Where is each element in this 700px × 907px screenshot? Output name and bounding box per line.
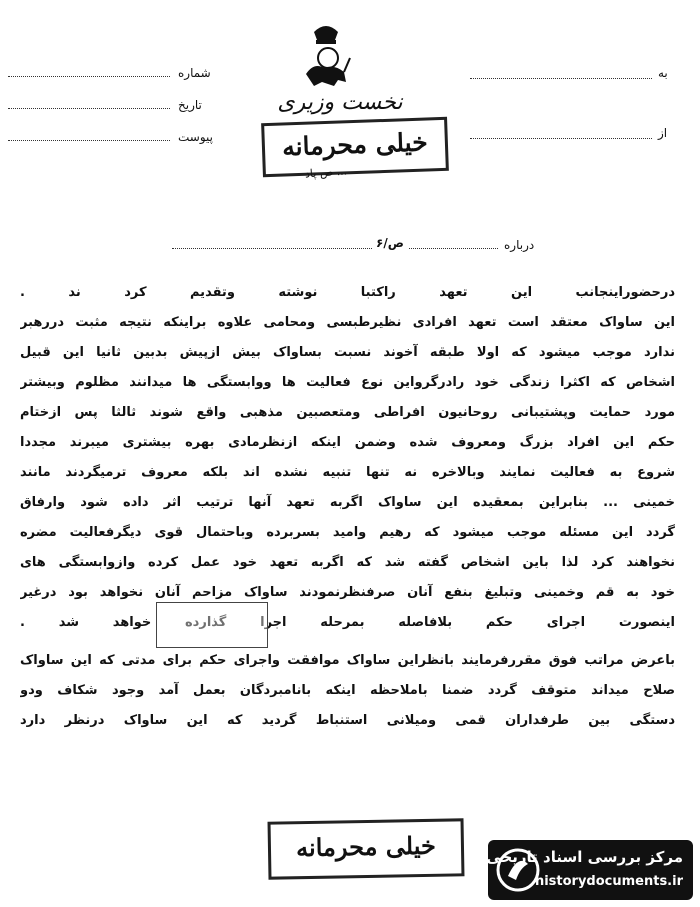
from-field-line <box>470 138 652 139</box>
attachment-label: پیوست <box>178 130 213 144</box>
body-line: صلاح میداند متوقف گردد ضمنا باملاحظه اینکه بانامبردگان بعمل آمد وجود شکاف ودو <box>20 683 675 698</box>
archive-watermark <box>488 840 693 900</box>
body-line: خود به قم وخمینی وتبلیغ بنفع آنان صرفنظرنمودند ساواک مزاحم آنان نخواهد بود درغیر <box>20 585 675 600</box>
subject-label: درباره <box>504 238 535 252</box>
body-line: شروع به فعالیت نمایند وبالاخره نه تنها تنبیه نشده اند بلکه معروف ترمیگردند مانند <box>20 465 675 480</box>
body-line: گردد این مسئله موجب میشود که رهیم وامید بسربرده وباحتمال قوی دیگرفعالیت مضره <box>20 525 675 540</box>
date-field-line <box>8 108 170 109</box>
body-line: اینصورت اجرای حکم بلافاصله بمرحله اجرا گذارده خواهد شد . <box>20 615 675 630</box>
footer-classification-stamp <box>268 818 465 879</box>
watermark-title: مرکز بررسی اسناد تاریخی <box>486 848 683 866</box>
classification-stamp-text: خیلی محرمانه <box>281 127 429 162</box>
body-line: این ساواک معتقد است تعهد افرادی نظیرطبسی ومحامی علاوه براینکه نتیجه مثبت دررهبر <box>20 315 675 330</box>
overlay-stamp-box <box>156 602 268 648</box>
body-line: اشخاص که اکثرا زندگی خود رادرگرواین نوع فعالیت ها ووابستگی ها میدانند مظلوم وبیشتر <box>20 375 675 390</box>
attachment-field-line <box>8 140 170 141</box>
lion-and-sun-emblem-icon <box>300 22 352 92</box>
department-title: نخست وزیری <box>277 90 403 115</box>
reference-number: ص/۶ <box>372 236 408 250</box>
body-line: ندارد موجب میشود که اولا طبقه آخوند نسبت بساواک بیش ازپیش بدبین ثانیا این قبیل <box>20 345 675 360</box>
number-field-line <box>8 76 170 77</box>
from-label: از <box>658 126 668 140</box>
body-line: دستگی بین طرفداران قمی ومیلانی استنباط گردید که این ساواک درنظر دارد <box>20 713 675 728</box>
body-line: خمینی ... بنابراین بمعقیده این ساواک اگربه تعهد آنها ترتیب اثر داده شود وارفاق <box>20 495 675 510</box>
body-line: درحضوراینجانب این تعهد راکتبا نوشته وتقدیم کرد ند . <box>20 285 675 300</box>
footer-stamp-text: خیلی محرمانه <box>295 830 437 863</box>
to-label: به <box>658 66 668 80</box>
subject-field-line <box>172 248 498 249</box>
classification-stamp <box>261 117 449 177</box>
body-line: حکم این افراد بزرگ ومعروف شده وضمن اینکه ازنظرمادی بهره بیشتری میبرند مجددا <box>20 435 675 450</box>
body-line: مورد حمایت وپشتیبانی روحانیون افراطی ومتعصبین مذهبی واقع شوند ثالثا پس ازختام <box>20 405 675 420</box>
letter-body <box>20 278 675 736</box>
body-line: نخواهند کرد لذا باین اشخاص گفته شد که اگربه تعهد خود عمل کرده وازوابستگی های <box>20 555 675 570</box>
number-label: شماره <box>178 66 211 80</box>
body-line: باعرض مراتب فوق مقررفرمایند بانظراین ساواک موافقت واجرای حکم برای مدتی که این ساواک <box>20 653 675 668</box>
handwritten-note: ص پاد ... <box>304 164 348 181</box>
date-label: تاریخ <box>178 98 202 112</box>
watermark-url: historydocuments.ir <box>534 874 683 889</box>
to-field-line <box>470 78 652 79</box>
